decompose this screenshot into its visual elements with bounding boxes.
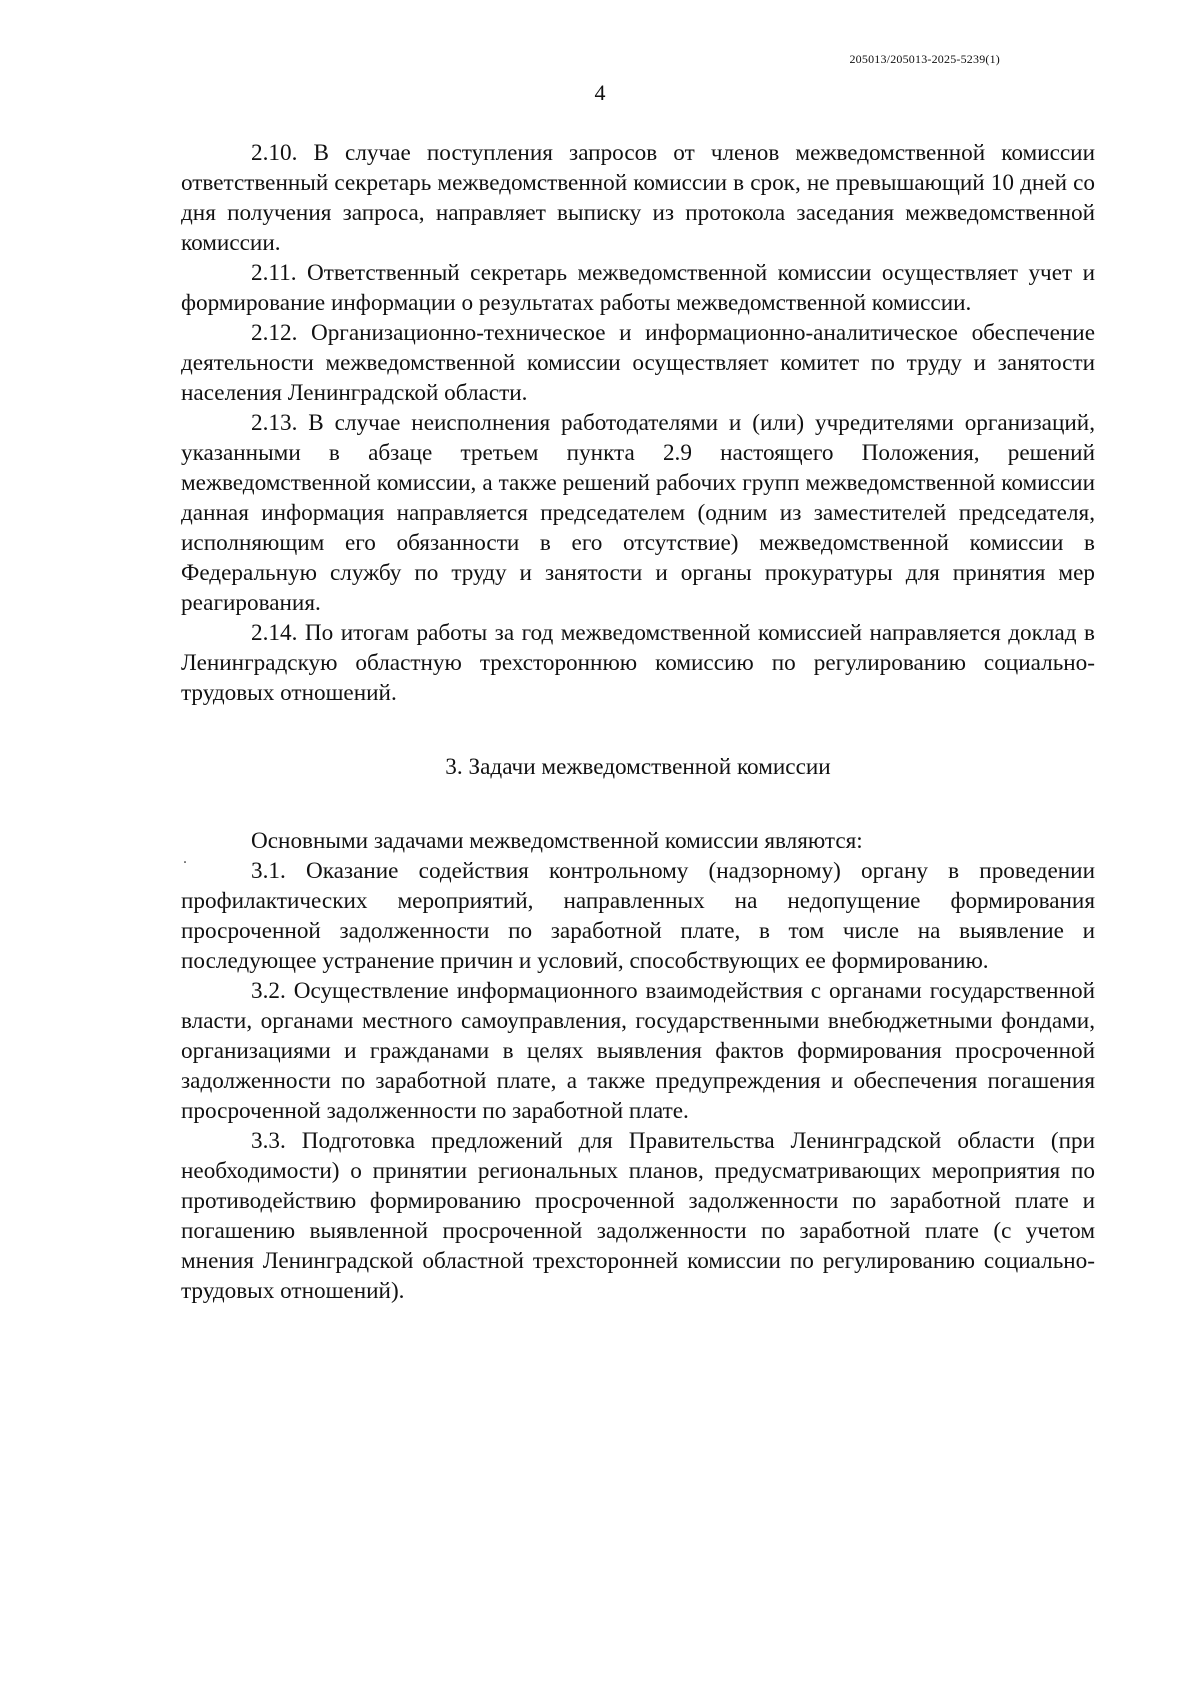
paragraph-3-3: 3.3. Подготовка предложений для Правительства Ленинградской области (при необходимости) о принятии региональных планов, предусматривающих мероприятия по противодействию формированию просроченной задолженности по заработной плате и погашению выявленной просроченной задолженности по заработной плате (с учетом мнения Ленинградской областной трехсторонней комиссии по регулированию социально-трудовых отношений). (181, 1128, 1095, 1304)
paragraph-2-12: 2.12. Организационно-техническое и информационно-аналитическое обеспечение деятельности межведомственной комиссии осуществляет комитет по труду и занятости населения Ленинградской области. (181, 320, 1095, 406)
page-number: 4 (594, 80, 606, 105)
paragraph-3-1: 3.1. Оказание содействия контрольному (надзорному) органу в проведении профилактических мероприятий, направленных на недопущение формирования просроченной задолженности по заработной плате, в том числе на выявление и последующее устранение причин и условий, способствующих ее формированию. (181, 858, 1095, 974)
section-3-title: 3. Задачи межведомственной комиссии (445, 754, 831, 780)
scan-dot-mark: . (183, 850, 187, 867)
paragraph-2-11: 2.11. Ответственный секретарь межведомственной комиссии осуществляет учет и формирование информации о результатах работы межведомственной комиссии. (181, 260, 1095, 316)
paragraph-2-14: 2.14. По итогам работы за год межведомственной комиссией направляется доклад в Ленинградскую областную трехстороннюю комиссию по регулированию социально-трудовых отношений. (181, 620, 1095, 706)
section-3-intro: Основными задачами межведомственной комиссии являются: (251, 828, 863, 854)
document-body (181, 138, 1095, 1306)
paragraph-2-13: 2.13. В случае неисполнения работодателями и (или) учредителями организаций, указанными в абзаце третьем пункта 2.9 настоящего Положения, решений межведомственной комиссии, а также решений рабочих групп межведомственной комиссии данная информация направляется председателем (одним из заместителей председателя, исполняющим его обязанности в его отсутствие) межведомственной комиссии в Федеральную службу по труду и занятости и органы прокуратуры для принятия мер реагирования. (181, 410, 1095, 616)
paragraph-2-10: 2.10. В случае поступления запросов от членов межведомственной комиссии ответственный секретарь межведомственной комиссии в срок, не превышающий 10 дней со дня получения запроса, направляет выписку из протокола заседания межведомственной комиссии. (181, 140, 1095, 256)
paragraph-3-2: 3.2. Осуществление информационного взаимодействия с органами государственной власти, органами местного самоуправления, государственными внебюджетными фондами, организациями и гражданами в целях выявления фактов формирования просроченной задолженности по заработной плате, а также предупреждения и обеспечения погашения просроченной задолженности по заработной плате. (181, 978, 1095, 1124)
document-id: 205013/205013-2025-5239(1) (849, 52, 1000, 66)
